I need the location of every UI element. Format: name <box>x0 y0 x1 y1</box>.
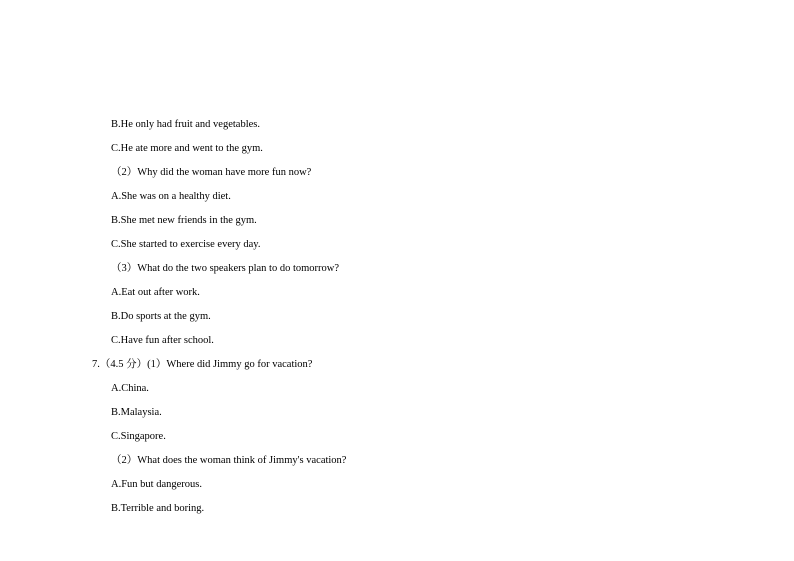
option-c-q2: C.She started to exercise every day. <box>111 239 261 250</box>
question-2: （2）Why did the woman have more fun now? <box>111 167 312 178</box>
option-b-q1: B.He only had fruit and vegetables. <box>111 119 260 130</box>
question-3: （3）What do the two speakers plan to do tomorrow? <box>111 263 340 274</box>
option-b-q7-1: B.Malaysia. <box>111 407 162 418</box>
option-c-q7-1: C.Singapore. <box>111 431 166 442</box>
option-c-q1: C.He ate more and went to the gym. <box>111 143 263 154</box>
option-a-q3: A.Eat out after work. <box>111 287 200 298</box>
option-b-q7-2: B.Terrible and boring. <box>111 503 205 514</box>
option-b-q3: B.Do sports at the gym. <box>111 311 211 322</box>
option-a-q2: A.She was on a healthy diet. <box>111 191 231 202</box>
question-7-part-1: 7.（4.5 分）(1）Where did Jimmy go for vacation? <box>92 359 313 370</box>
question-7-part-2: （2）What does the woman think of Jimmy's vacation? <box>111 455 347 466</box>
option-b-q2: B.She met new friends in the gym. <box>111 215 257 226</box>
option-a-q7-1: A.China. <box>111 383 149 394</box>
option-a-q7-2: A.Fun but dangerous. <box>111 479 202 490</box>
option-c-q3: C.Have fun after school. <box>111 335 214 346</box>
